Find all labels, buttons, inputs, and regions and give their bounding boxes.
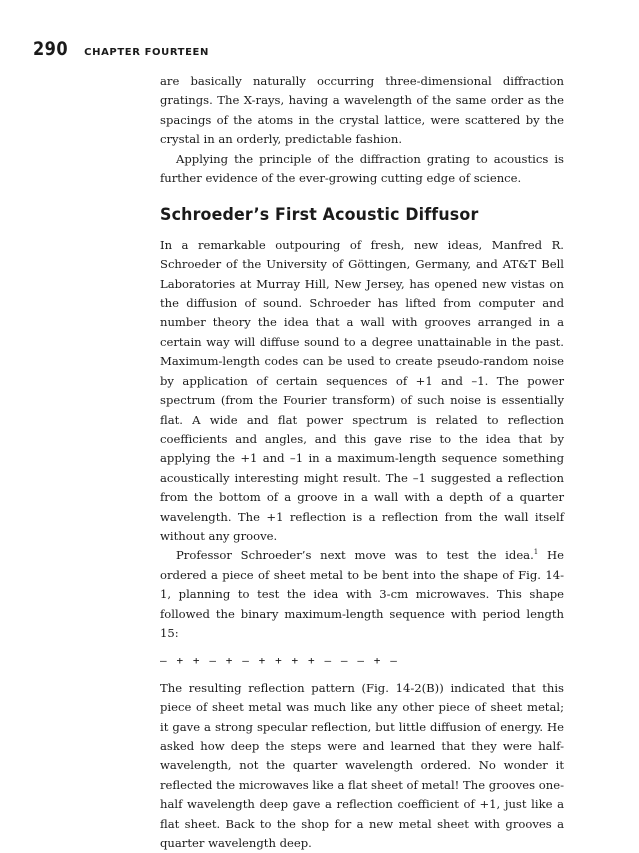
footnote-ref: 1	[533, 548, 539, 557]
paragraph-experiment-text-a: Professor Schroeder’s next move was to test the idea.	[176, 548, 534, 563]
paragraph-continuation: are basically naturally occurring three-dimensional diffraction gratings. The X-rays, having a wavelength of the same order as the spacings of the atoms in the crystal lattice, were scattered by the crystal in an orderly, predictable fashion.	[160, 74, 564, 147]
paragraph-experiment	[160, 546, 564, 643]
paragraph-schroeder-intro: In a remarkable outpouring of fresh, new ideas, Manfred R. Schroeder of the University of Göttingen, Germany, and AT&T Bell Laboratories at Murray Hill, New Jersey, has opened new vistas on the diffusion of sound. Schroeder has lifted from computer and number theory the idea that a wall with grooves arranged in a certain way will diffuse sound to a degree unattainable in the past. Maximum-length codes can be used to create pseudo-random noise by application of certain sequences of +1 and –1. The power spectrum (from the Fourier transform) of such noise is essentially flat. A wide and flat power spectrum is related to reflection coefficients and angles, and this gave rise to the idea that by applying the +1 and –1 in a maximum-length sequence something acoustically interesting might result. The –1 suggested a reflection from the bottom of a groove in a wall with a depth of a quarter wavelength. The +1 reflection is a reflection from the wall itself without any groove.	[160, 237, 564, 543]
page-body	[160, 72, 564, 853]
paragraph-diffraction-acoustics: Applying the principle of the diffraction grating to acoustics is further evidence of the ever-growing cutting edge of science.	[160, 151, 564, 186]
page-number: 290	[33, 38, 68, 60]
chapter-title: CHAPTER FOURTEEN	[84, 47, 209, 58]
section-heading: Schroeder’s First Acoustic Diffusor	[160, 205, 479, 226]
page-header	[33, 38, 209, 60]
paragraph-experiment-text-b: He ordered a piece of sheet metal to be bent into the shape of Fig. 14-1, planning to test the idea with 3-cm microwaves. This shape followed the binary maximum-length sequence with period length 15:	[160, 548, 564, 640]
mls-sequence: – + + – + – + + + + – – – + –	[160, 654, 399, 668]
paragraph-reflection-result: The resulting reflection pattern (Fig. 14-2(B)) indicated that this piece of sheet metal was much like any other piece of sheet metal; it gave a strong specular reflection, but little diffusion of energy. He asked how deep the steps were and learned that they were half-wavelength, not the quarter wavelength ordered. No wonder it reflected the microwaves like a flat sheet of metal! The grooves one-half wavelength deep gave a reflection coefficient of +1, just like a flat sheet. Back to the shop for a new metal sheet with grooves a quarter wavelength deep.	[160, 680, 564, 851]
